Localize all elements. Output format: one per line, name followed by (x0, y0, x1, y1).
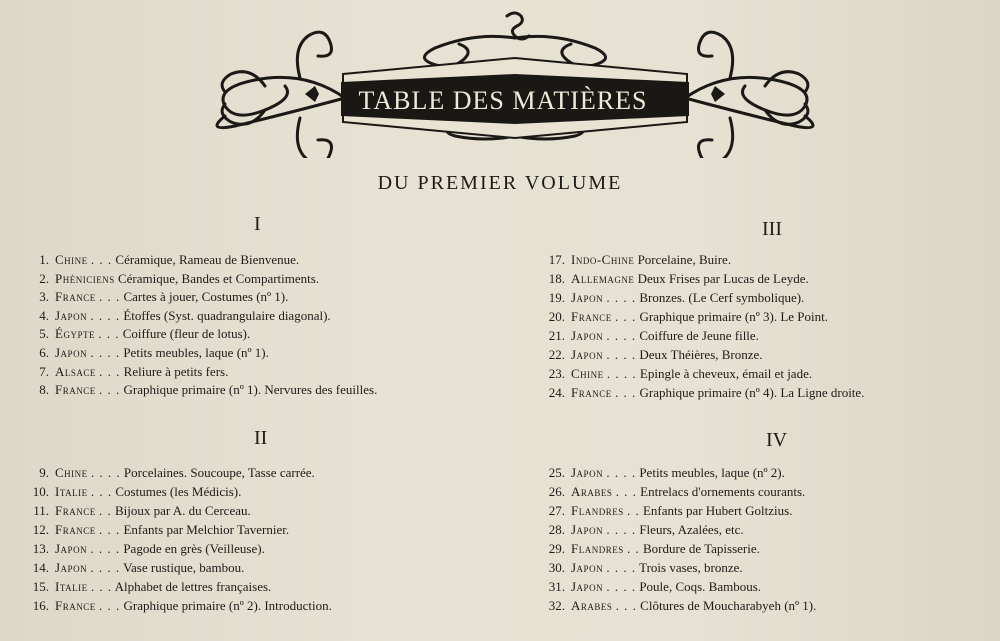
entry-country: France (571, 309, 612, 324)
entry-description: Céramique, Bandes et Compartiments. (117, 270, 320, 286)
entry-number: 4. (39, 307, 49, 323)
entry-country: Italie (55, 579, 88, 594)
entry-description: Coiffure (fleur de lotus). (122, 326, 251, 342)
entry-description: Clôtures de Moucharabyeh (nº 1). (640, 598, 817, 613)
list-item (538, 540, 760, 558)
list-item (22, 381, 377, 399)
entry-description: Deux Frises par Lucas de Leyde. (637, 271, 809, 286)
entry-leader-dots: . . . (98, 326, 120, 342)
entry-description: Graphique primaire (nº 2). Introduction. (123, 598, 332, 613)
entry-number: 32. (548, 598, 565, 613)
entry-description: Porcelaines. Soucoupe, Tasse carrée. (123, 465, 315, 480)
entry-country: Japon (55, 541, 88, 556)
list-item (22, 270, 319, 288)
list-item (22, 251, 299, 269)
entry-number: 31. (548, 579, 565, 594)
entry-description: Vase rustique, bambou. (123, 560, 245, 575)
entry-number: 15. (32, 579, 49, 594)
entry-description: Poule, Coqs. Bambous. (639, 579, 762, 594)
entry-description: Graphique primaire (nº 4). La Ligne droite. (639, 385, 865, 400)
entry-description: Céramique, Rameau de Bienvenue. (115, 252, 300, 267)
list-item (22, 344, 269, 362)
entry-number: 24. (548, 385, 565, 400)
entry-number: 19. (548, 290, 565, 305)
entry-leader-dots: . . (626, 541, 640, 556)
entry-description: Entrelacs d'ornements courants. (640, 484, 806, 499)
entry-number: 20. (548, 309, 565, 324)
entry-country: Japon (571, 347, 604, 362)
entry-number: 6. (39, 345, 49, 360)
entry-number: 7. (39, 363, 49, 379)
entry-country: Chine (55, 465, 88, 480)
list-item (538, 365, 812, 383)
entry-number: 3. (39, 289, 49, 305)
list-item (538, 289, 804, 307)
entry-country: Chine (571, 366, 604, 381)
section-numeral: III (762, 218, 782, 240)
entry-country: Japon (55, 307, 88, 323)
entry-description: Bordure de Tapisserie. (642, 541, 760, 556)
entry-number: 2. (39, 270, 49, 286)
entry-leader-dots: . . . . (90, 465, 121, 480)
entry-number: 10. (32, 484, 49, 499)
entry-country: Flandres (571, 541, 624, 556)
entry-number: 29. (548, 541, 565, 556)
entry-number: 22. (548, 347, 565, 362)
entry-country: Allemagne (571, 271, 635, 286)
entry-country: Japon (571, 579, 604, 594)
list-item (538, 384, 864, 402)
entry-country: Japon (55, 560, 88, 575)
entry-leader-dots: . . . . (90, 307, 121, 323)
entry-leader-dots: . . . . (90, 560, 121, 575)
table-title: TABLE DES MATIÈRES (358, 86, 648, 115)
entry-leader-dots: . . . . (606, 290, 637, 305)
entry-number: 17. (548, 252, 565, 267)
section-numeral: I (254, 213, 261, 235)
list-item (22, 597, 332, 615)
entry-description: Pagode en grès (Veilleuse). (123, 541, 265, 556)
entry-country: France (55, 382, 96, 398)
entry-country: France (571, 385, 612, 400)
list-item (22, 521, 289, 539)
list-item (22, 502, 251, 520)
entry-country: France (55, 522, 96, 537)
entry-description: Trois vases, bronze. (639, 560, 743, 575)
entry-number: 13. (32, 541, 49, 556)
entry-leader-dots: . . (98, 503, 112, 518)
entry-description: Costumes (les Médicis). (115, 484, 242, 499)
list-item (538, 559, 743, 577)
list-item (538, 327, 759, 345)
entry-number: 16. (32, 598, 49, 613)
list-item (22, 540, 265, 558)
list-item (538, 483, 805, 501)
list-item (22, 325, 250, 343)
entry-number: 14. (32, 560, 49, 575)
entry-description: Graphique primaire (nº 1). Nervures des feuilles. (123, 382, 378, 398)
entry-leader-dots: . . . (98, 598, 121, 613)
entry-description: Cartes à jouer, Costumes (nº 1). (123, 289, 289, 305)
entry-number: 1. (39, 252, 49, 267)
entry-number: 18. (548, 271, 565, 286)
entry-description: Bronzes. (Le Cerf symbolique). (639, 290, 805, 305)
entry-leader-dots: . . . . (606, 579, 637, 594)
entry-leader-dots: . . . . (90, 345, 121, 360)
entry-description: Graphique primaire (nº 3). Le Point. (639, 309, 828, 324)
section-numeral: IV (766, 429, 788, 451)
entry-description: Reliure à petits fers. (123, 363, 229, 379)
list-item (538, 308, 828, 326)
entry-country: Chine (55, 252, 88, 267)
entry-description: Alphabet de lettres françaises. (114, 579, 272, 594)
list-item (22, 464, 315, 482)
entry-leader-dots: . . (626, 503, 640, 518)
entry-country: France (55, 598, 96, 613)
entry-country: Japon (571, 465, 604, 480)
entry-country: Égypte (55, 326, 95, 342)
entry-leader-dots: . . . (99, 363, 121, 379)
entry-country: Arabes (571, 598, 613, 613)
entry-country: France (55, 503, 96, 518)
entry-description: Coiffure de Jeune fille. (639, 328, 759, 343)
entry-country: Indo-Chine (571, 252, 635, 267)
entry-country: Japon (571, 290, 604, 305)
list-item (538, 502, 792, 520)
entry-number: 5. (39, 326, 49, 342)
entry-country: Phéniciens (55, 270, 115, 286)
entry-leader-dots: . . . . (606, 465, 637, 480)
entry-number: 27. (548, 503, 565, 518)
list-item (22, 363, 228, 381)
entry-number: 30. (548, 560, 565, 575)
list-item (538, 578, 761, 596)
entry-number: 12. (32, 522, 49, 537)
entry-country: Japon (571, 328, 604, 343)
entry-description: Epingle à cheveux, émail et jade. (639, 366, 813, 381)
entry-leader-dots: . . . (98, 522, 121, 537)
volume-subtitle: DU PREMIER VOLUME (377, 172, 623, 194)
entry-description: Petits meubles, laque (nº 1). (123, 345, 269, 360)
entry-number: 8. (39, 382, 49, 398)
entry-country: Japon (55, 345, 88, 360)
entry-leader-dots: . . . (615, 598, 637, 613)
entry-country: Japon (571, 560, 604, 575)
entry-country: Italie (55, 484, 88, 499)
list-item (22, 288, 288, 306)
entry-leader-dots: . . . (615, 484, 637, 499)
list-item (22, 559, 244, 577)
entry-number: 26. (548, 484, 565, 499)
entry-leader-dots: . . . (90, 579, 113, 594)
entry-leader-dots: . . . (98, 382, 121, 398)
entry-number: 11. (33, 503, 49, 518)
list-item (538, 464, 785, 482)
list-item (538, 270, 809, 288)
entry-description: Étoffes (Syst. quadrangulaire diagonal). (123, 307, 331, 323)
entry-leader-dots: . . . . (606, 366, 637, 381)
entry-number: 21. (548, 328, 565, 343)
list-item (538, 251, 731, 269)
entry-number: 23. (548, 366, 565, 381)
entry-leader-dots: . . . (614, 309, 637, 324)
entry-description: Deux Théières, Bronze. (639, 347, 763, 362)
entry-leader-dots: . . . . (606, 522, 637, 537)
entry-description: Fleurs, Azalées, etc. (639, 522, 744, 537)
list-item (22, 307, 331, 325)
entry-leader-dots: . . . . (606, 560, 637, 575)
entry-leader-dots: . . . (90, 484, 113, 499)
entry-country: Alsace (55, 363, 96, 379)
entry-number: 28. (548, 522, 565, 537)
entry-description: Enfants par Hubert Goltzius. (642, 503, 793, 518)
list-item (538, 521, 744, 539)
entry-leader-dots: . . . . (606, 328, 637, 343)
entry-leader-dots: . . . (90, 252, 113, 267)
entry-country: Arabes (571, 484, 613, 499)
entry-country: France (55, 289, 96, 305)
entry-description: Enfants par Melchior Tavernier. (123, 522, 290, 537)
section-numeral: II (254, 427, 268, 449)
list-item (538, 597, 816, 615)
entry-country: Japon (571, 522, 604, 537)
entry-description: Bijoux par A. du Cerceau. (114, 503, 251, 518)
entry-number: 9. (39, 465, 49, 480)
entry-leader-dots: . . . (98, 289, 121, 305)
entry-leader-dots: . . . . (606, 347, 637, 362)
list-item (22, 483, 241, 501)
entry-leader-dots: . . . . (90, 541, 121, 556)
list-item (22, 578, 271, 596)
list-item (538, 346, 763, 364)
entry-leader-dots: . . . (614, 385, 637, 400)
entry-description: Porcelaine, Buire. (637, 252, 732, 267)
entry-country: Flandres (571, 503, 624, 518)
entry-description: Petits meubles, laque (nº 2). (639, 465, 785, 480)
entry-number: 25. (548, 465, 565, 480)
